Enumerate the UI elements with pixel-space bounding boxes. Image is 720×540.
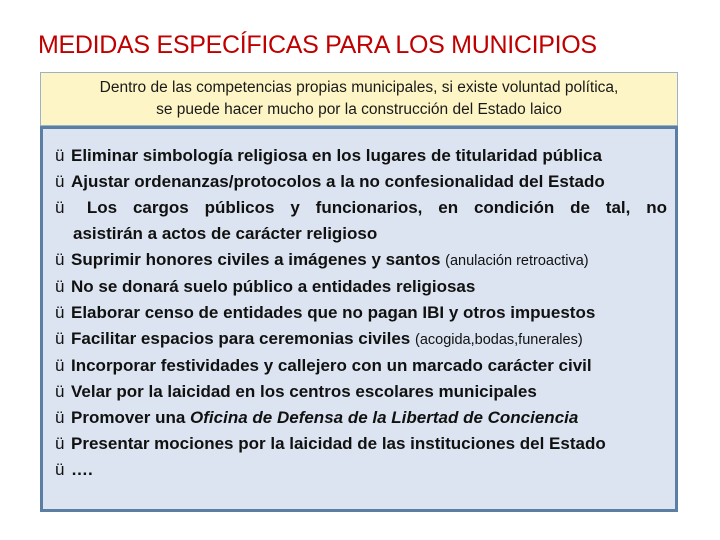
list-item-text: Facilitar espacios para ceremonias civiles xyxy=(71,329,411,348)
word: y xyxy=(290,198,300,217)
list-item-text: Incorporar festividades y callejero con un marcado carácter civil xyxy=(71,356,592,375)
list-item xyxy=(55,195,667,247)
checkmark-icon: ü xyxy=(55,408,65,427)
word: de xyxy=(570,198,590,217)
word: públicos xyxy=(204,198,275,217)
word: Los xyxy=(86,198,118,217)
checkmark-icon: ü xyxy=(55,198,65,217)
checkmark-icon: ü xyxy=(55,303,65,322)
word: no xyxy=(646,198,667,217)
checkmark-icon: ü xyxy=(55,172,65,191)
checkmark-icon: ü xyxy=(55,277,65,296)
list-item xyxy=(55,457,667,483)
word: cargos xyxy=(132,198,189,217)
checkmark-icon: ü xyxy=(55,382,65,401)
checkmark-icon: ü xyxy=(55,460,65,479)
list-item-italic: Oficina de Defensa de la Libertad de Conciencia xyxy=(190,408,579,427)
list-item xyxy=(55,405,667,431)
intro-line-1: Dentro de las competencias propias municipales, si existe voluntad política, xyxy=(99,79,619,96)
list-item-text: No se donará suelo público a entidades religiosas xyxy=(71,277,476,296)
list-item-line-1 xyxy=(55,195,667,221)
list-item xyxy=(55,143,667,169)
list-item-text: Elaborar censo de entidades que no pagan IBI y otros impuestos xyxy=(71,303,596,322)
word: en xyxy=(438,198,459,217)
list-item xyxy=(55,169,667,195)
list-item-note: (acogida,bodas,funerales) xyxy=(414,332,583,348)
list-item xyxy=(55,326,667,353)
checkmark-icon: ü xyxy=(55,250,65,269)
list-item-text: Eliminar simbología religiosa en los lugares de titularidad pública xyxy=(71,146,602,165)
checkmark-icon: ü xyxy=(55,434,65,453)
list-item-text: Promover una xyxy=(71,408,186,427)
list-item-note: (anulación retroactiva) xyxy=(445,253,589,269)
intro-box xyxy=(40,72,678,126)
word: funcionarios, xyxy=(315,198,423,217)
list-item xyxy=(55,431,667,457)
intro-line-2: se puede hacer mucho por la construcción del Estado laico xyxy=(156,101,562,118)
list-item-text: Velar por la laicidad en los centros escolares municipales xyxy=(71,382,537,401)
list-item-text: Ajustar ordenanzas/protocolos a la no confesionalidad del Estado xyxy=(71,172,605,191)
word: condición xyxy=(473,198,555,217)
list-item xyxy=(55,300,667,326)
list-item xyxy=(55,247,667,274)
list-item xyxy=(55,379,667,405)
word: tal, xyxy=(605,198,631,217)
checkmark-icon: ü xyxy=(55,146,65,165)
list-item xyxy=(55,353,667,379)
page-title: MEDIDAS ESPECÍFICAS PARA LOS MUNICIPIOS xyxy=(38,31,597,59)
measures-list xyxy=(40,126,678,512)
list-item-text: …. xyxy=(71,460,93,479)
checkmark-icon: ü xyxy=(55,329,65,348)
list-item xyxy=(55,274,667,300)
checkmark-icon: ü xyxy=(55,356,65,375)
list-item-text: Presentar mociones por la laicidad de las instituciones del Estado xyxy=(71,434,606,453)
list-item-line-2: asistirán a actos de carácter religioso xyxy=(73,224,378,243)
list-item-text: Suprimir honores civiles a imágenes y santos xyxy=(71,250,441,269)
